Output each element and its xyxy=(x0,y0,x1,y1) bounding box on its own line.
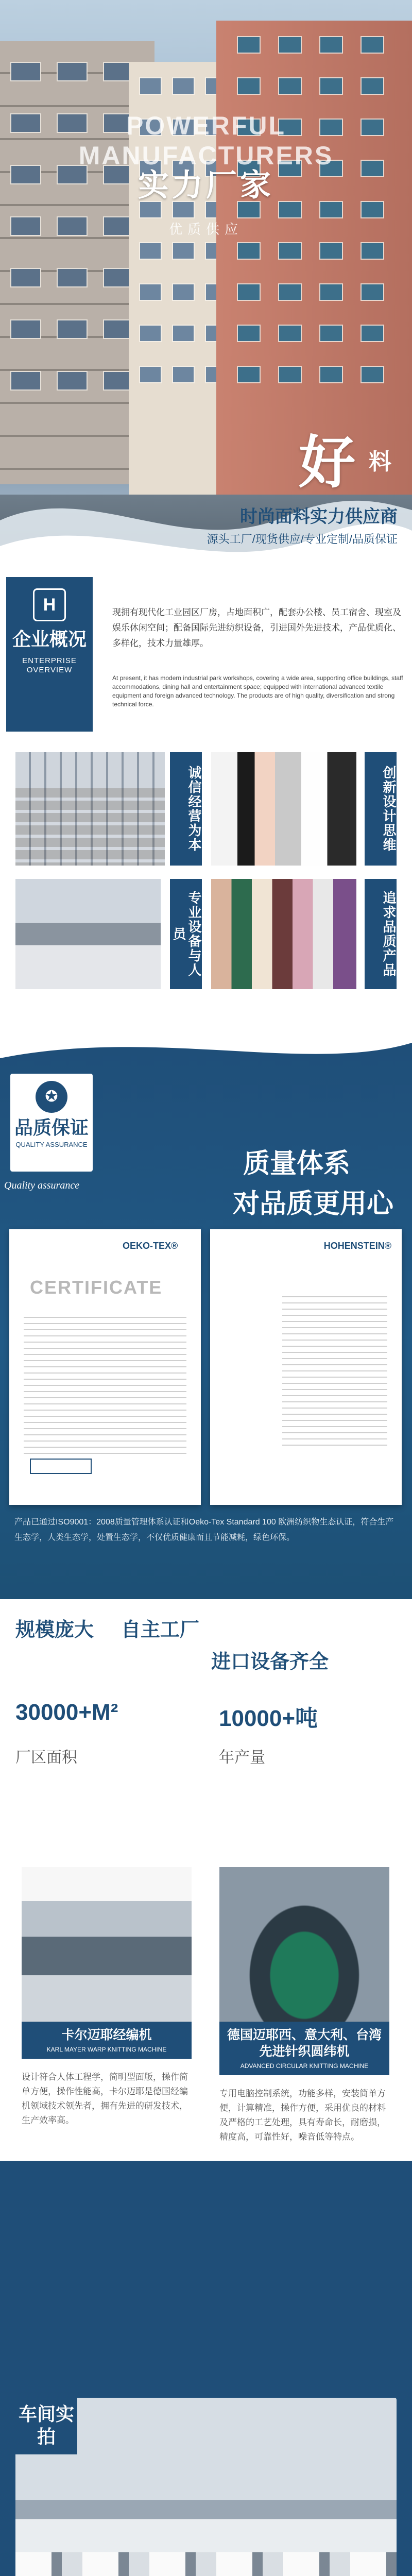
machine-2-name-en: ADVANCED CIRCULAR KNITTING MACHINE xyxy=(240,2062,369,2070)
cert1-title: CERTIFICATE xyxy=(30,1277,163,1298)
hero-title-en: POWERFUL MANUFACTURERS xyxy=(78,111,334,170)
cert1-header: OEKO-TEX® xyxy=(123,1241,178,1251)
machine-2-label xyxy=(219,2022,389,2075)
scale-heading-1: 规模庞大 xyxy=(15,1619,94,1641)
hero-banner xyxy=(0,0,412,598)
equipment-photo xyxy=(15,879,161,989)
oeko-tex-certificate xyxy=(9,1229,201,1505)
quality-assurance-section xyxy=(0,1027,412,1599)
scale-heading-2: 自主工厂 xyxy=(121,1619,200,1641)
quality-wave-decoration xyxy=(0,1027,412,1079)
warehouse-photo xyxy=(15,752,165,866)
quality-label-en: Quality assurance xyxy=(4,1180,80,1191)
overview-text-cn: 现拥有现代化工业园区厂房，占地面积广，配套办公楼、员工宿舍、现室及娱乐休闲空间；配备国际先进纺织设备，引进国外先进技术，产品优质化、多样化，技术力量雄厚。 xyxy=(112,607,401,648)
tag-innovation: 创新设计思维 xyxy=(365,752,397,866)
machine-1-label xyxy=(22,2022,192,2059)
garments-photo xyxy=(211,752,356,866)
award-icon: ✪ xyxy=(36,1081,67,1113)
quality-text: 产品已通过ISO9001：2008质量管理体系认证和Oeko-Tex Standard 100 欧洲纺织物生态认证，符合生产生态学，人类生态学，处置生态学，不仅优质健康而且节能减耗，绿色环保。 xyxy=(14,1518,394,1542)
machine-2-description: 专用电脑控制系统，功能多样，安装简单方便，计算精准，操作方便，采用优良的材料及严格的工艺处理，具有寿命长，耐磨损，精度高，可靠性好，噪音低等特点。 xyxy=(219,2089,386,2142)
tag-professional: 专业设备与人员 xyxy=(170,879,202,989)
machine-card-karl-mayer xyxy=(22,1867,192,2128)
circular-knitting-machine-photo xyxy=(219,1867,389,2022)
machines-section xyxy=(0,1867,412,2382)
overview-text-en: At present, it has modern industrial park workshops, covering a wide area, supporting office buildings, staff accommodations, dining hall and entertainment space; equipped with international advanced textile equipment and foreign advanced technology. The products are of high quality, diversification and strong technical force. xyxy=(112,674,403,708)
hero-slogan: 时尚面料实力供应商 xyxy=(240,507,398,527)
building-icon: H xyxy=(33,588,66,621)
quality-title-2: 对品质更用心 xyxy=(232,1189,393,1219)
hero-subtitle: 优质供应 xyxy=(168,222,243,237)
annual-output-number: 10000+吨 xyxy=(219,1706,318,1731)
clothing-rack-photo xyxy=(211,879,356,989)
overview-title-en: ENTERPRISE OVERVIEW xyxy=(22,656,77,674)
cert1-text-lines xyxy=(24,1317,186,1456)
machine-card-circular xyxy=(219,1867,389,2144)
factory-area-number: 30000+M² xyxy=(15,1700,118,1725)
annual-output-label: 年产量 xyxy=(219,1749,265,1766)
cert2-header: HOHENSTEIN® xyxy=(323,1241,391,1251)
hero-tags: 源头工厂/现货供应/专业定制/品质保证 xyxy=(207,533,398,546)
quality-title-1: 质量体系 xyxy=(243,1149,350,1179)
scale-heading-3: 进口设备齐全 xyxy=(211,1651,329,1673)
machine-1-name-cn: 卡尔迈耶经编机 xyxy=(61,2028,152,2042)
machine-1-description: 设计符合人体工程学，简明型面版，操作简单方便，操作性能高，卡尔迈耶是德国经编机领域技术领先者，拥有先进的研发技术，生产效率高。 xyxy=(22,2072,188,2125)
quality-badge-title: 品质保证 xyxy=(14,1117,89,1138)
factory-area-label: 厂区面积 xyxy=(15,1749,77,1766)
tag-integrity: 诚信经营为本 xyxy=(170,752,202,866)
warp-knitting-machine-photo xyxy=(22,1867,192,2022)
hero-hao-character: 好 xyxy=(299,431,355,495)
quality-badge-en: QUALITY ASSURANCE xyxy=(15,1141,88,1148)
hohenstein-certificate xyxy=(210,1229,402,1505)
machines-background xyxy=(0,2161,412,2398)
overview-badge xyxy=(6,577,93,732)
feature-photo-grid xyxy=(0,752,412,989)
workshop-section-1 xyxy=(0,2382,412,2576)
machine-2-name-cn: 德国迈耶西、意大利、台湾先进针织圆纬机 xyxy=(227,2028,382,2059)
cert1-seal xyxy=(30,1459,92,1474)
tag-quality-product: 追求品质产品 xyxy=(365,879,397,989)
workshop-tag-1: 车间实拍 xyxy=(15,2398,77,2454)
cert2-text-lines xyxy=(282,1296,387,1451)
hero-liao-character: 料 xyxy=(369,449,391,474)
enterprise-overview-section xyxy=(0,595,412,752)
scale-section xyxy=(0,1599,412,1867)
overview-title-cn: 企业概况 xyxy=(12,629,87,650)
machine-1-name-en: KARL MAYER WARP KNITTING MACHINE xyxy=(46,2046,167,2053)
hero-title-cn: 实力厂家 xyxy=(138,168,274,202)
